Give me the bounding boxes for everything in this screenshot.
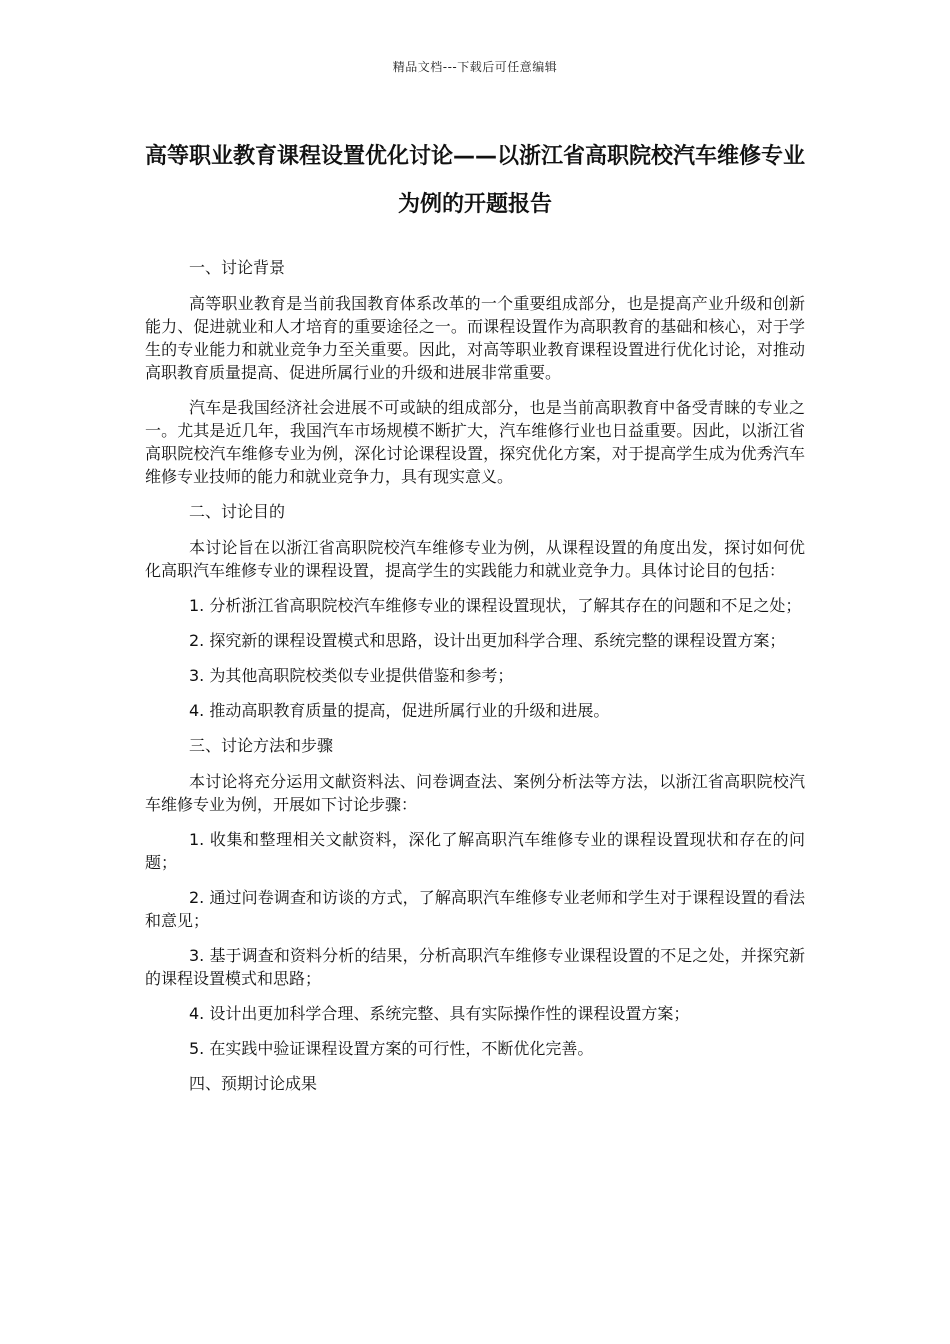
paragraph: 本讨论将充分运用文献资料法、问卷调查法、案例分析法等方法，以浙江省高职院校汽车维修专业为例，开展如下讨论步骤： [145,772,805,814]
paragraph: 高等职业教育是当前我国教育体系改革的一个重要组成部分，也是提高产业升级和创新能力、促进就业和人才培育的重要途径之一。而课程设置作为高职教育的基础和核心，对于学生的专业能力和就业竞争力至关重要。因此，对高等职业教育课程设置进行优化讨论，对推动高职教育质量提高、促进所属行业的升级和进展非常重要。 [145,294,805,382]
paragraph: 本讨论旨在以浙江省高职院校汽车维修专业为例，从课程设置的角度出发，探讨如何优化高职汽车维修专业的课程设置，提高学生的实践能力和就业竞争力。具体讨论目的包括： [145,538,805,580]
list-item: 1. 收集和整理相关文献资料，深化了解高职汽车维修专业的课程设置现状和存在的问题； [145,830,805,872]
list-item: 4. 推动高职教育质量的提高，促进所属行业的升级和进展。 [189,701,610,720]
paragraph: 汽车是我国经济社会进展不可或缺的组成部分，也是当前高职教育中备受青睐的专业之一。尤其是近几年，我国汽车市场规模不断扩大，汽车维修行业也日益重要。因此，以浙江省高职院校汽车维修专业为例，深化讨论课程设置，探究优化方案，对于提高学生成为优秀汽车维修专业技师的能力和就业竞争力，具有现实意义。 [145,398,805,486]
document-title: 高等职业教育课程设置优化讨论——以浙江省高职院校汽车维修专业为例的开题报告 [145,144,806,217]
document-body [145,256,805,1108]
section-heading-outcomes: 四、预期讨论成果 [189,1074,318,1093]
list-item: 1. 分析浙江省高职院校汽车维修专业的课程设置现状，了解其存在的问题和不足之处； [189,596,802,615]
list-item: 3. 为其他高职院校类似专业提供借鉴和参考； [189,666,514,685]
list-item: 2. 探究新的课程设置模式和思路，设计出更加科学合理、系统完整的课程设置方案； [189,631,786,650]
list-item: 4. 设计出更加科学合理、系统完整、具有实际操作性的课程设置方案； [189,1004,690,1023]
list-item: 5. 在实践中验证课程设置方案的可行性，不断优化完善。 [189,1039,594,1058]
header-note: 精品文档---下载后可任意编辑 [392,60,558,74]
section-heading-methods: 三、讨论方法和步骤 [189,736,334,755]
section-heading-background: 一、讨论背景 [189,258,286,277]
section-heading-purpose: 二、讨论目的 [189,502,286,521]
list-item: 3. 基于调查和资料分析的结果，分析高职汽车维修专业课程设置的不足之处，并探究新的课程设置模式和思路； [145,946,805,988]
list-item: 2. 通过问卷调查和访谈的方式，了解高职汽车维修专业老师和学生对于课程设置的看法和意见； [145,888,805,930]
